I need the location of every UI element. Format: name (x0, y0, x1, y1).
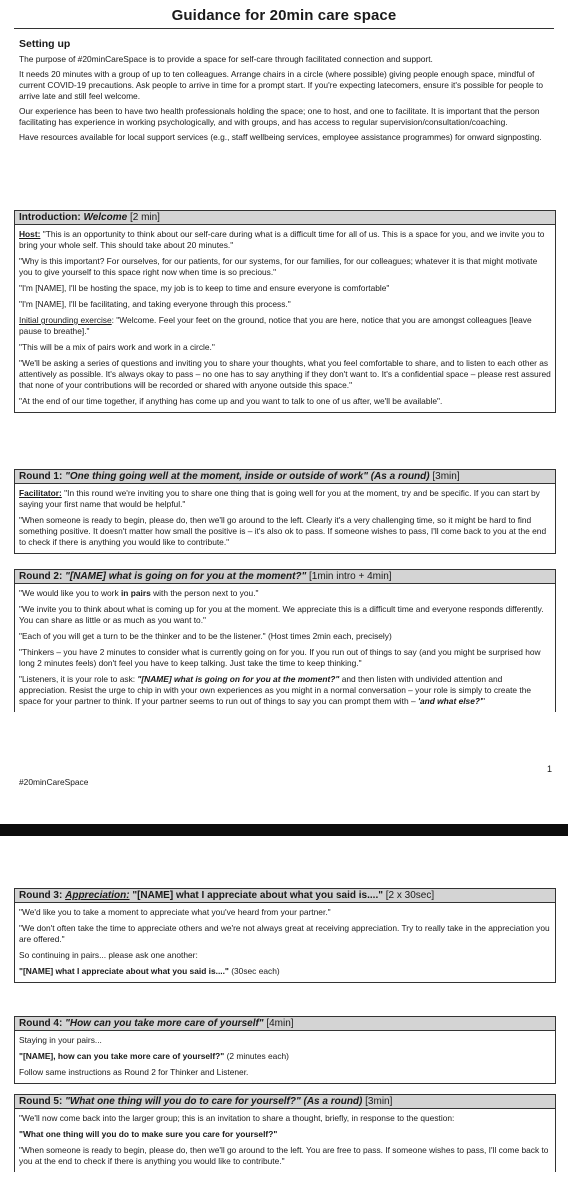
round-paragraph: So continuing in pairs... please ask one another: (19, 950, 198, 960)
introduction-header (15, 211, 555, 225)
grounding-label: Initial grounding exercise (19, 315, 112, 325)
text-run: "Listeners, it is your role to ask: (19, 674, 138, 684)
host-paragraph (19, 229, 551, 251)
header-duration: [4min] (263, 1018, 294, 1029)
header-label: Round 3: (19, 890, 66, 901)
header-label: Round 4: (19, 1018, 66, 1029)
document-page-2 (0, 836, 568, 1200)
header-title: "What one thing will you do to care for yourself?" (As a round) (65, 1096, 363, 1107)
text-run-bold-italic: "[NAME] what is going on for you at the moment?" (137, 674, 340, 684)
host-text: "This is an opportunity to think about our self-care during what is a difficult time for all of us. This is a space for you, and we invite you to bring your whole self. This should take about 20 minutes." (19, 229, 545, 250)
round-paragraph (19, 1051, 551, 1062)
header-duration: [2 x 30sec] (382, 890, 435, 901)
setup-paragraph: The purpose of #20minCareSpace is to provide a space for self-care through facilitated connection and support. (19, 54, 433, 64)
round-paragraph: "We'll now come back into the larger group; this is an invitation to share a thought, briefly, in response to the question: (19, 1113, 455, 1123)
host-label: Host: (19, 229, 41, 239)
round-paragraph: "Thinkers – you have 2 minutes to consider what is currently going on for you. If you run out of things to say (and you might be surprised how long 2 minutes feels) don't feel you have to keep talking. Just take the time to keep thinking." (19, 647, 541, 668)
document-title: Guidance for 20min care space (171, 7, 397, 24)
text-run: and then listen with undivided attention and appreciation. Resist the urge to chip in with your own experiences as you might in a normal conversation – your role is simply to create the space for your partner to think. If your partner seems to run out of things to say you can prompt them with – (19, 674, 532, 706)
round-2-header (15, 570, 555, 584)
setup-section (19, 38, 552, 147)
facilitator-label: Facilitator: (19, 488, 62, 498)
page-separator (0, 824, 568, 836)
round-paragraph (19, 674, 551, 707)
grounding-paragraph (19, 315, 551, 337)
intro-paragraph: "This will be a mix of pairs work and work in a circle." (19, 342, 215, 352)
header-label: Round 5: (19, 1096, 66, 1107)
round-5-box (14, 1094, 556, 1172)
page-number: 1 (546, 764, 552, 774)
round-paragraph: "We don't often take the time to appreciate others and we're not always great at receiving appreciation. Try to really take in the appreciation you are offered." (19, 923, 550, 944)
round-paragraph: "Each of you will get a turn to be the thinker and to be the listener." (Host times 2min each, precisely) (19, 631, 392, 641)
header-duration: [3min] (362, 1096, 393, 1107)
round-4-box (14, 1016, 556, 1084)
title-divider (14, 28, 554, 29)
setup-heading: Setting up (19, 38, 71, 50)
grounding-text: : "Welcome. Feel your feet on the ground, notice that you are here, notice that you are amongst colleagues [leave pause to breathe]." (19, 315, 532, 336)
round-1-header (15, 470, 555, 484)
round-4-header (15, 1017, 555, 1031)
round-paragraph: Staying in your pairs... (19, 1035, 102, 1045)
round-1-box (14, 469, 556, 554)
header-duration: [2 min] (127, 212, 160, 223)
setup-paragraph: Our experience has been to have two health professionals holding the space; one to host, and one to facilitate. It is important that the person facilitating has experience in working psychologically, and with groups, and has access to regular supervision/consultation/coaching. (19, 106, 540, 127)
intro-paragraph: "I'm [NAME], I'll be facilitating, and taking everyone through this process." (19, 299, 291, 309)
intro-paragraph: "Why is this important? For ourselves, for our patients, for our systems, for our families, for our colleagues; whatever it is that might motivate you to give yourself to this space right now when time is so precious." (19, 256, 538, 277)
text-run: "We would like you to work (19, 588, 121, 598)
round-5-header (15, 1095, 555, 1109)
header-duration: [3min] (429, 471, 460, 482)
header-title: "How can you take more care of yourself" (65, 1018, 264, 1029)
footer-hashtag: #20minCareSpace (19, 777, 89, 787)
header-title: Appreciation: (65, 890, 130, 901)
round-paragraph (19, 966, 551, 977)
round-paragraph: "When someone is ready to begin, please do, then we'll go around to the left. Clearly it's a very challenging time, so it might be hard to find something positive. It doesn't matter how small the positive is – it's also ok to pass. If someone wishes to pass, I'll come back to you at the end to check if there is anything you would like to contribute." (19, 515, 547, 547)
header-title: Welcome (83, 212, 128, 223)
round-paragraph: Follow same instructions as Round 2 for Thinker and Listener. (19, 1067, 249, 1077)
text-run: (2 minutes each) (224, 1051, 289, 1061)
round-paragraph: "When someone is ready to begin, please do, then we'll go around to the left. You are free to pass. If someone wishes to pass, I'll come back to you at the end to check if there is anything you would like to contribute." (19, 1145, 549, 1166)
round-2-box (14, 569, 556, 712)
text-run-bold: in pairs (120, 588, 151, 598)
header-duration: [1min intro + 4min] (306, 571, 392, 582)
round-paragraph: "We invite you to think about what is coming up for you at the moment. We appreciate this is a difficult time and everyone responds differently. You can share as little or as much as you want to." (19, 604, 544, 625)
round-paragraph (19, 588, 551, 599)
facilitator-text: "In this round we're inviting you to share one thing that is going well for you at the moment, try and be specific. If you can start by saying your first name that would be helpful." (19, 488, 540, 509)
text-run: " (481, 696, 485, 706)
facilitator-paragraph (19, 488, 551, 510)
round-paragraph: "We'd like you to take a moment to appreciate what you've heard from your partner." (19, 907, 331, 917)
introduction-box (14, 210, 556, 413)
text-run: (30sec each) (228, 966, 280, 976)
setup-paragraph: It needs 20 minutes with a group of up to ten colleagues. Arrange chairs in a circle (where possible) giving people enough space, mindful of current COVID-19 precautions. Ask people to arrive in time for a prompt start. If you're expecting latecomers, ensure it's possible for people to arrive late and still feel welcome. (19, 69, 544, 101)
header-title: "[NAME] what is going on for you at the moment?" (65, 571, 307, 582)
round-paragraph: "What one thing will you do to make sure you care for yourself?" (19, 1129, 278, 1139)
header-label: Round 1: (19, 471, 66, 482)
round-3-header (15, 889, 555, 903)
text-run-bold: "[NAME] what I appreciate about what you said is...." (19, 966, 229, 976)
header-label: Round 2: (19, 571, 66, 582)
header-label: Introduction: (19, 212, 84, 223)
text-run-bold-italic: 'and what else?' (417, 696, 482, 706)
intro-paragraph: "At the end of our time together, if anything has come up and you want to talk to one of us after, we'll be available". (19, 396, 443, 406)
header-title: "One thing going well at the moment, inside or outside of work" (As a round) (65, 471, 430, 482)
round-3-box (14, 888, 556, 983)
setup-paragraph: Have resources available for local support services (e.g., staff wellbeing services, employee assistance programmes) for onward signposting. (19, 132, 542, 142)
intro-paragraph: "I'm [NAME], I'll be hosting the space, my job is to keep to time and ensure everyone is comfortable" (19, 283, 390, 293)
header-question: "[NAME] what I appreciate about what you said is...." (129, 890, 383, 901)
intro-paragraph: "We'll be asking a series of questions and inviting you to share your thoughts, what you feel comfortable to share, and to listen to each other as attentively as possible. It's always okay to pass – no one has to say anything if they don't want to. It's a confidential space – please rest assured that none of your contributions will be recorded or shared with anyone outside this space." (19, 358, 551, 390)
text-run: with the person next to you." (150, 588, 259, 598)
text-run-bold: "[NAME], how can you take more care of yourself?" (19, 1051, 225, 1061)
